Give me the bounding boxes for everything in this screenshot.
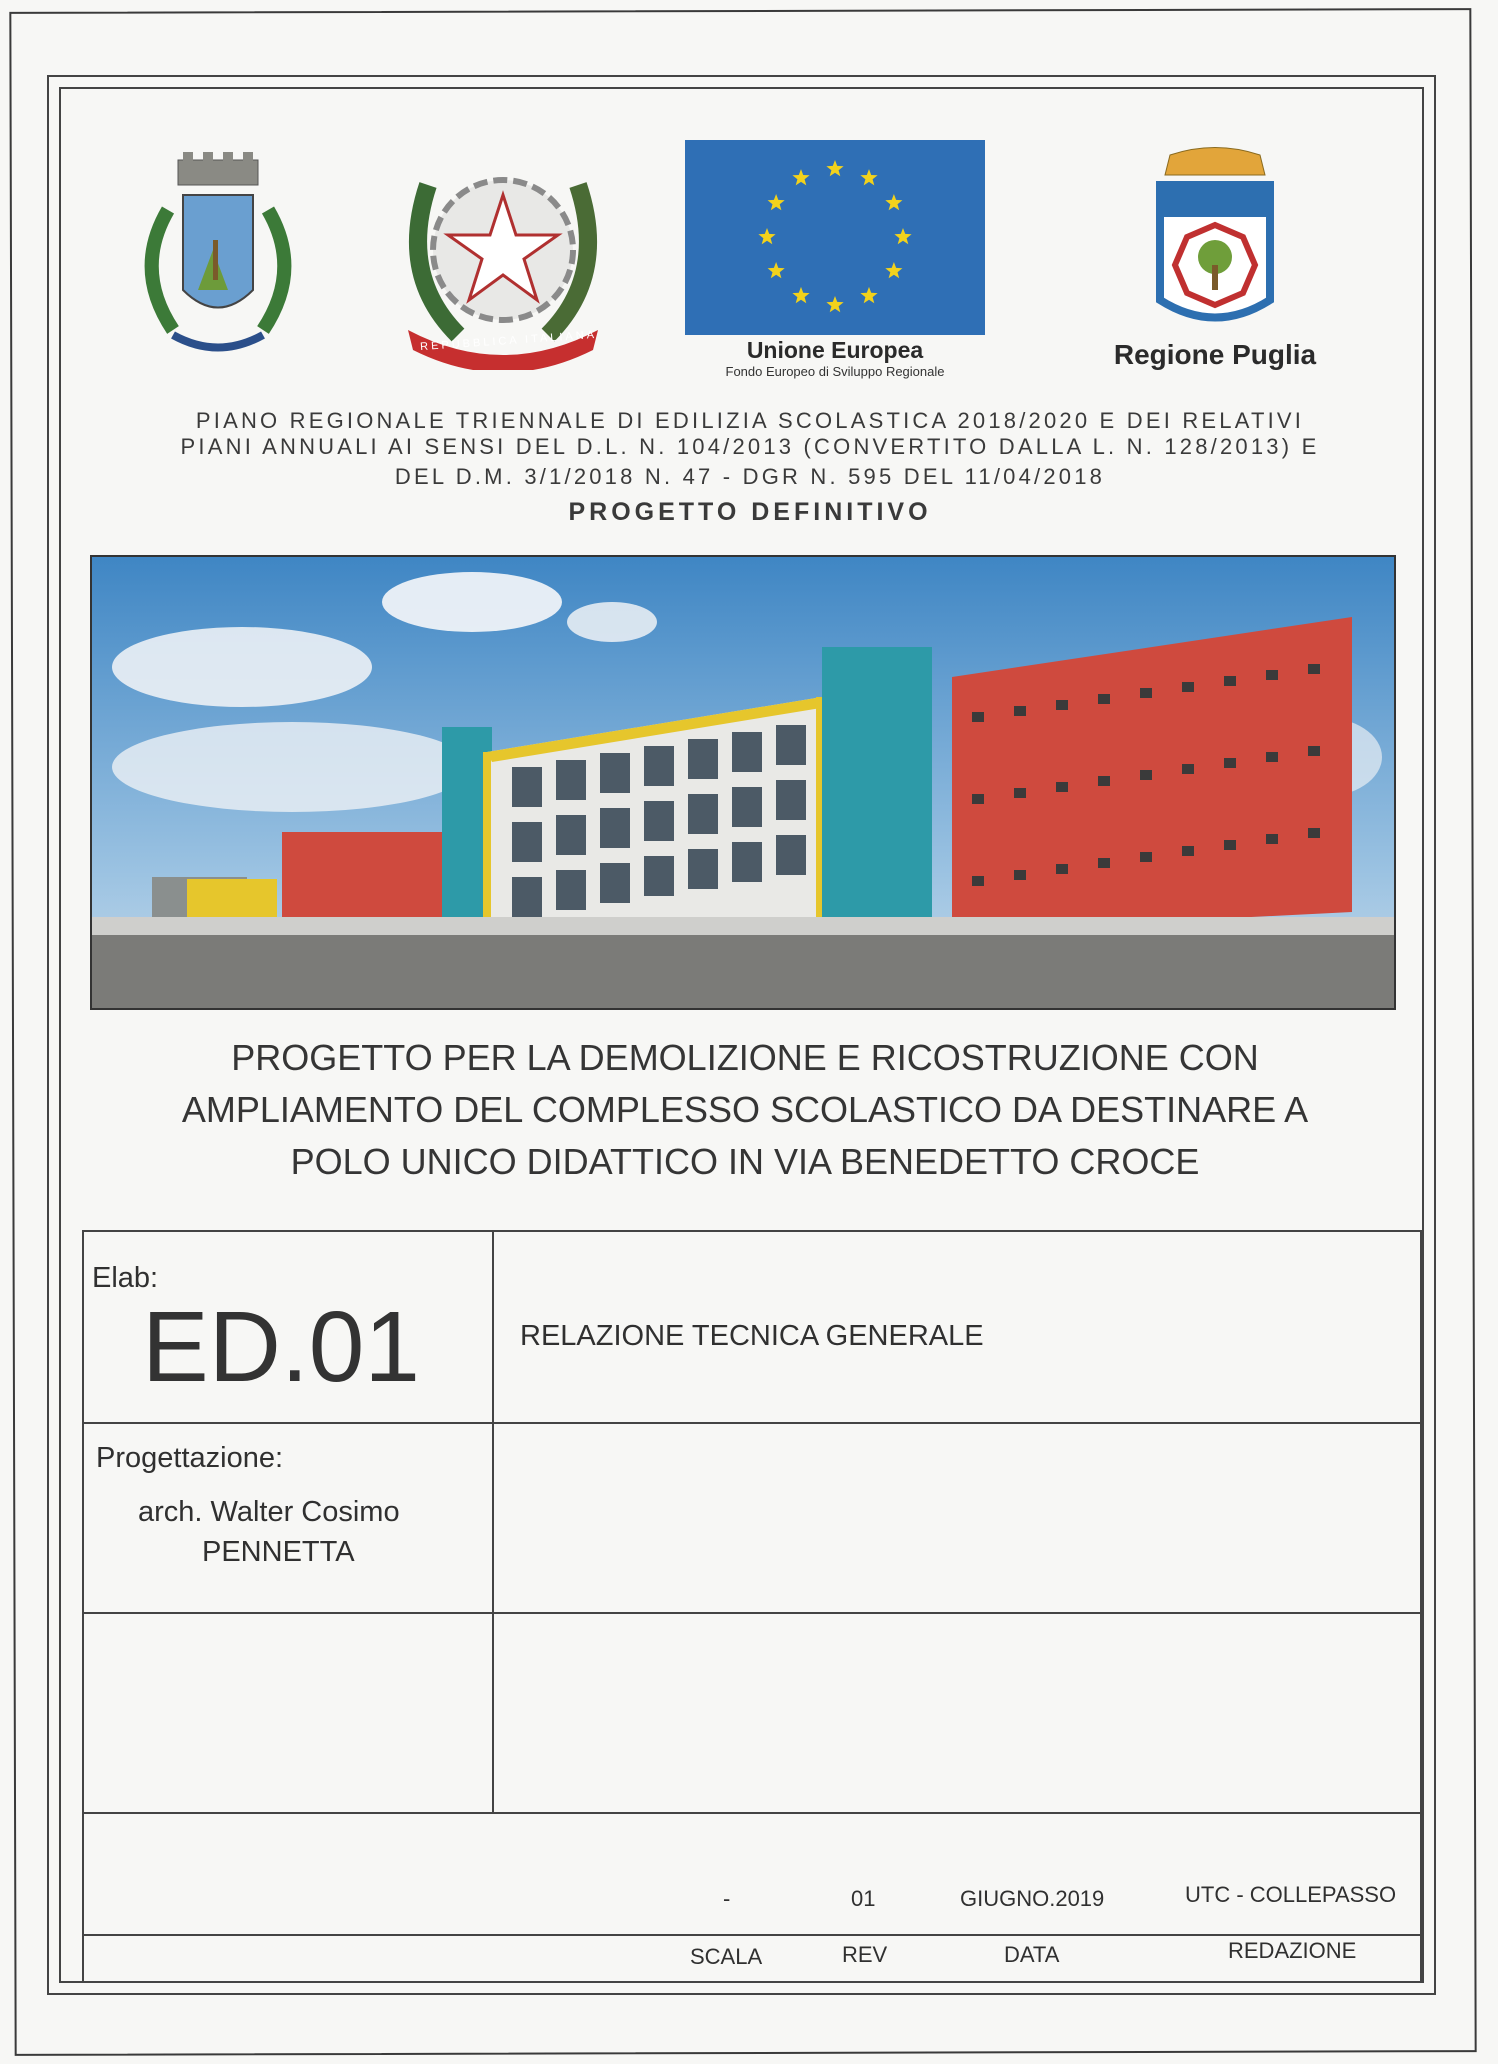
building-window	[776, 835, 806, 875]
building-window	[1182, 846, 1194, 856]
scala-label: SCALA	[690, 1944, 763, 1969]
building-window	[1224, 758, 1236, 768]
building-window	[1098, 694, 1110, 704]
building-window	[600, 863, 630, 903]
project-title-line-1: PROGETTO PER LA DEMOLIZIONE E RICOSTRUZIONE CON	[231, 1037, 1259, 1078]
title-block-rule-2	[82, 1612, 1422, 1614]
header-line-2: PIANI ANNUALI AI SENSI DEL D.L. N. 104/2013 (CONVERTITO DALLA L. N. 128/2013) E	[180, 434, 1320, 459]
building-window	[1098, 776, 1110, 786]
building-window	[1098, 858, 1110, 868]
building-window	[1140, 852, 1152, 862]
building-window	[600, 808, 630, 848]
building-rendering-image	[90, 555, 1396, 1010]
building-window	[512, 877, 542, 917]
building-window	[600, 753, 630, 793]
scala-value: -	[723, 1886, 731, 1911]
redazione-value: UTC - COLLEPASSO	[1185, 1882, 1397, 1907]
building-window	[972, 794, 984, 804]
unione-europea-subtitle: Fondo Europeo di Sviluppo Regionale	[725, 364, 945, 379]
building-window	[556, 870, 586, 910]
title-block-rule-3	[82, 1812, 1422, 1814]
rev-label: REV	[842, 1942, 888, 1967]
designer-name-line-1: arch. Walter Cosimo	[138, 1496, 400, 1528]
building-window	[1182, 764, 1194, 774]
comune-coat-of-arms-logo	[128, 150, 308, 370]
building-window	[1224, 676, 1236, 686]
repubblica-ribbon-text: REPUBBLICA ITALIANA	[419, 328, 598, 354]
designer-name-line-2: PENNETTA	[202, 1536, 355, 1568]
elab-title: RELAZIONE TECNICA GENERALE	[520, 1320, 984, 1352]
building-window	[688, 739, 718, 779]
data-label: DATA	[1004, 1942, 1060, 1967]
unione-europea-label: Unione Europea	[746, 337, 924, 363]
building-window	[512, 767, 542, 807]
building-window	[1140, 770, 1152, 780]
building-window	[556, 760, 586, 800]
building-window	[1014, 706, 1026, 716]
data-value: GIUGNO.2019	[960, 1886, 1105, 1911]
building-window	[1266, 670, 1278, 680]
building-window	[1056, 864, 1068, 874]
building-window	[1308, 664, 1320, 674]
building-window	[972, 712, 984, 722]
rev-value: 01	[851, 1886, 876, 1911]
building-window	[1266, 834, 1278, 844]
title-block-column-divider	[492, 1230, 494, 1812]
building-window	[556, 815, 586, 855]
header-line-3: DEL D.M. 3/1/2018 N. 47 - DGR N. 595 DEL 11/04/2018	[394, 464, 1106, 489]
elab-label: Elab:	[92, 1262, 159, 1294]
building-window	[1014, 870, 1026, 880]
building-window	[1056, 700, 1068, 710]
building-window	[644, 801, 674, 841]
title-block-left-rule	[82, 1230, 84, 1982]
building-window	[644, 746, 674, 786]
building-window	[1308, 746, 1320, 756]
redazione-label: REDAZIONE	[1228, 1938, 1357, 1963]
building-window	[1182, 682, 1194, 692]
unione-europea-logo	[680, 140, 990, 379]
building-window	[1056, 782, 1068, 792]
building-window	[1224, 840, 1236, 850]
regione-puglia-logo	[1100, 145, 1330, 371]
building-window	[512, 822, 542, 862]
repubblica-italiana-emblem-logo	[398, 145, 608, 370]
building-window	[1140, 688, 1152, 698]
project-title-line-3: POLO UNICO DIDATTICO IN VIA BENEDETTO CROCE	[290, 1141, 1200, 1182]
building-window	[1266, 752, 1278, 762]
header-line-4: PROGETTO DEFINITIVO	[568, 498, 932, 526]
building-window	[688, 794, 718, 834]
header-line-1: PIANO REGIONALE TRIENNALE DI EDILIZIA SCOLASTICA 2018/2020 E DEI RELATIVI	[195, 408, 1305, 433]
title-block-rule-4	[82, 1934, 1422, 1936]
building-window	[732, 787, 762, 827]
building-window	[776, 725, 806, 765]
regione-puglia-label: Regione Puglia	[1113, 339, 1317, 370]
building-window	[1014, 788, 1026, 798]
title-block-top-rule	[82, 1230, 1422, 1232]
elab-code: ED.01	[142, 1291, 420, 1403]
building-window	[972, 876, 984, 886]
building-window	[732, 732, 762, 772]
project-title-line-2: AMPLIAMENTO DEL COMPLESSO SCOLASTICO DA DESTINARE A	[181, 1089, 1309, 1130]
title-block-rule-1	[82, 1422, 1422, 1424]
eu-flag-icon	[685, 140, 985, 335]
progettazione-label: Progettazione:	[96, 1442, 284, 1474]
building-window	[732, 842, 762, 882]
regione-puglia-shield-icon	[1145, 145, 1285, 335]
building-window	[1308, 828, 1320, 838]
building-window	[776, 780, 806, 820]
title-block-right-rule	[1420, 1230, 1422, 1982]
building-window	[688, 849, 718, 889]
building-window	[644, 856, 674, 896]
